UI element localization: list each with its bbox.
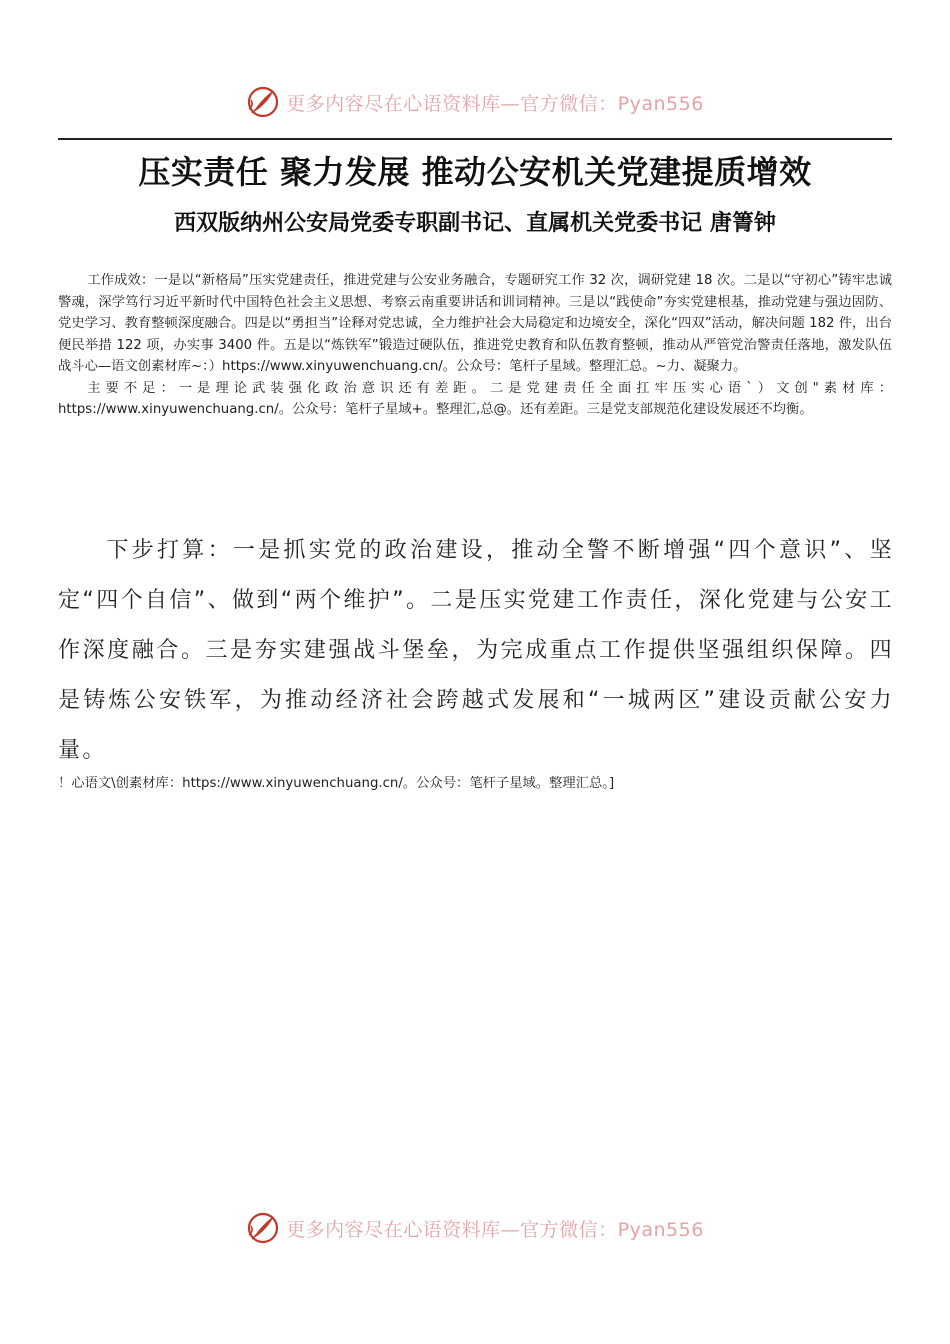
quill-pen-logo-icon (246, 85, 280, 119)
banner-text: 更多内容尽在心语资料库—官方微信：Pyan556 (286, 92, 704, 115)
document-title: 压实责任 聚力发展 推动公安机关党建提质增效 (138, 153, 812, 191)
wechat-id: Pyan556 (617, 92, 704, 115)
body-small-text (58, 270, 892, 421)
header-banner (0, 82, 950, 122)
wechat-id: Pyan556 (617, 1218, 704, 1241)
document-subtitle: 西双版纳州公安局党委专职副书记、直属机关党委书记 唐箐钟 (174, 210, 776, 236)
footnote: ！心语文\创素材库：https://www.xinyuwenchuang.cn/。公众号：笔杆子星域。整理汇总。] (58, 776, 615, 791)
quill-pen-logo-icon (246, 1211, 280, 1245)
paragraph-next-steps: 下步打算：一是抓实党的政治建设，推动全警不断增强“四个意识”、坚定“四个自信”、做到“两个维护”。二是压实党建工作责任，深化党建与公安工作深度融合。三是夯实建强战斗堡垒，为完成重点工作提供坚强组织保障。四是铸炼公安铁军，为推动经济社会跨越式发展和“一城两区”建设贡献公安力量。 (58, 538, 894, 763)
body-large-text (58, 526, 894, 776)
header-rule (58, 138, 892, 140)
paragraph-achievements: 工作成效：一是以“新格局”压实党建责任，推进党建与公安业务融合，专题研究工作 32 次，调研党建 18 次。二是以“守初心”铸牢忠诚警魂，深学笃行习近平新时代中国特色社会主义思想、考察云南重要讲话和训词精神。三是以“践使命”夯实党建根基，推动党建与强边固防、党史学习、教育整顿深度融合。四是以“勇担当”诠释对党忠诚，全力维护社会大局稳定和边境安全，深化“四双”活动，解决问题 182 件，出台便民举措 122 项，办实事 3400 件。五是以“炼铁军”锻造过硬队伍，推进党史教育和队伍教育整顿，推动从严管党治警责任落地，激发队伍战斗心—语文创素材库~：）https://www.xinyuwenchuang.cn/。公众号：笔杆子星域。整理汇总。~力、凝聚力。 (58, 273, 892, 374)
footer-banner (0, 1208, 950, 1248)
paragraph-shortcomings: 主要不足：一是理论武装强化政治意识还有差距。二是党建责任全面扛牢压实心语`）文创"素材库：https://www.xinyuwenchuang.cn/。公众号：笔杆子星域+。整理汇,总@。还有差距。三是党支部规范化建设发展还不均衡。 (58, 380, 892, 417)
banner-text: 更多内容尽在心语资料库—官方微信：Pyan556 (286, 1218, 704, 1241)
